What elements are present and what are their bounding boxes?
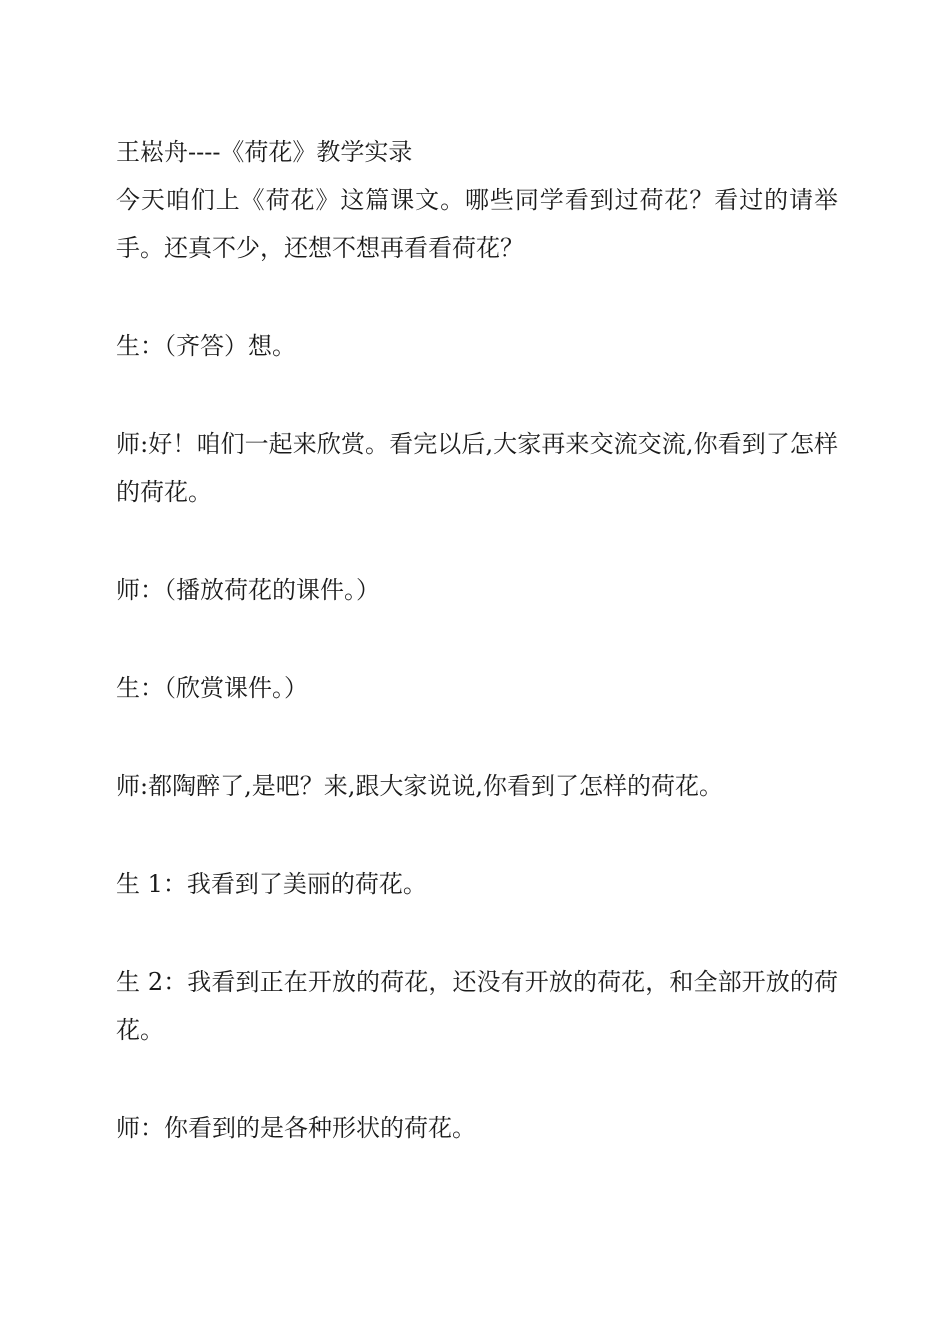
paragraph-student-watch: 生：（欣赏课件。） bbox=[116, 674, 308, 702]
document-body bbox=[116, 128, 838, 1152]
paragraph-student-2: 生 2：我看到正在开放的荷花，还没有开放的荷花，和全部开放的荷花。 bbox=[116, 968, 838, 1044]
paragraph-student-answer: 生：（齐答）想。 bbox=[116, 332, 296, 360]
paragraph-student-1: 生 1：我看到了美丽的荷花。 bbox=[116, 870, 427, 898]
paragraph-teacher-play: 师：（播放荷花的课件。） bbox=[116, 576, 380, 604]
paragraph-teacher-summary: 师：你看到的是各种形状的荷花。 bbox=[116, 1114, 476, 1142]
paragraph-teacher-ask: 师:都陶醉了,是吧？来,跟大家说说,你看到了怎样的荷花。 bbox=[116, 772, 723, 800]
paragraph-intro: 今天咱们上《荷花》这篇课文。哪些同学看到过荷花？看过的请举手。还真不少，还想不想再看看荷花？ bbox=[116, 186, 838, 262]
document-title: 王崧舟----《荷花》教学实录 bbox=[116, 138, 413, 166]
paragraph-teacher-appreciate: 师:好！咱们一起来欣赏。看完以后,大家再来交流交流,你看到了怎样的荷花。 bbox=[116, 430, 838, 506]
